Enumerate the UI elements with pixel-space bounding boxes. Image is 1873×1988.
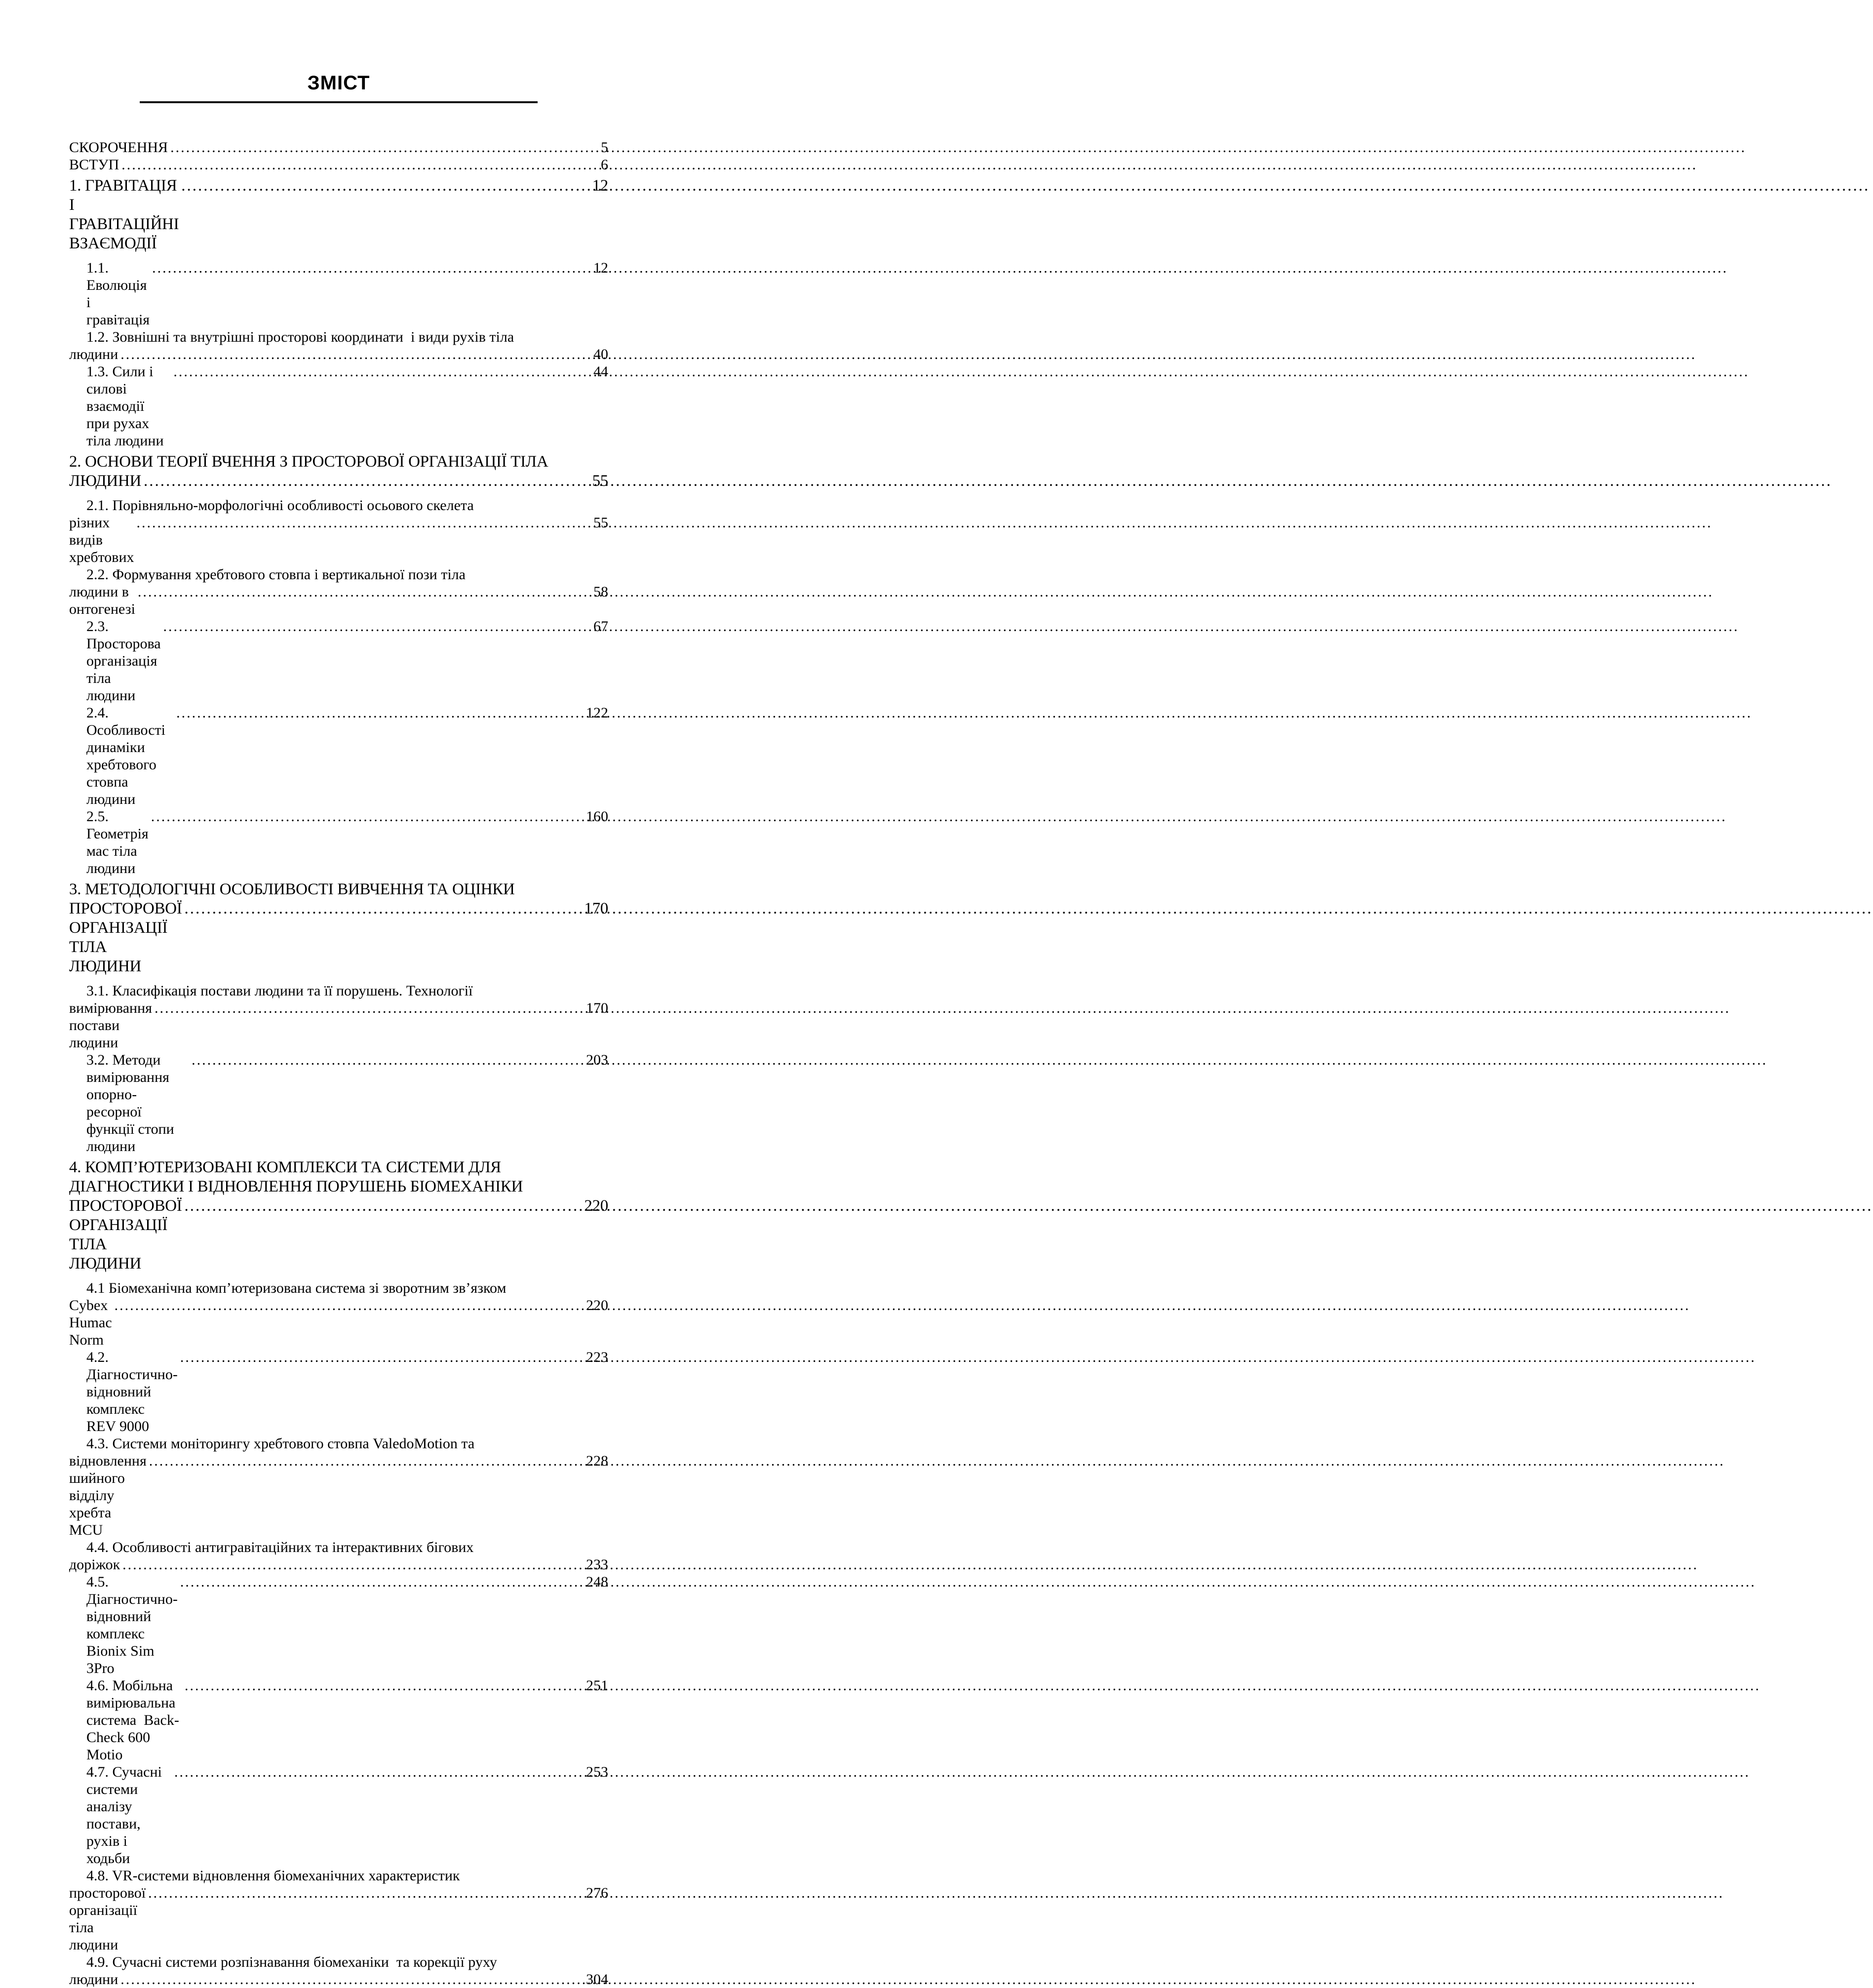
dot-leader xyxy=(163,618,590,635)
page-number: 233 xyxy=(586,1556,608,1573)
page-number: 55 xyxy=(592,472,608,490)
toc-entry-line xyxy=(69,1539,608,1556)
dot-leader xyxy=(173,363,590,380)
page-number: 251 xyxy=(586,1677,608,1694)
page-number: 44 xyxy=(593,363,608,380)
dot-leader xyxy=(120,346,590,363)
toc-entry xyxy=(69,452,608,491)
toc-entry-line xyxy=(69,156,608,173)
toc-entry-text: 1.1. Еволюція і гравітація xyxy=(86,260,151,328)
toc-entry-line xyxy=(69,1971,608,1988)
toc-entry-text: 3.1. Класифікація постави людини та її порушень. Технології xyxy=(86,983,473,999)
dot-leader xyxy=(120,1971,583,1988)
toc-entry-line xyxy=(69,999,608,1051)
toc-entry-line xyxy=(69,472,608,491)
page-number: 5 xyxy=(601,139,608,156)
dot-leader xyxy=(155,999,583,1017)
toc-entry xyxy=(69,1051,608,1155)
toc-entry-line xyxy=(69,982,608,999)
toc-entry-line xyxy=(69,583,608,618)
toc-entry xyxy=(69,497,608,566)
toc-entry-text: 4.3. Системи моніторингу хребтового стовпа ValedoMotion та xyxy=(86,1435,475,1452)
toc-entry-line xyxy=(69,497,608,514)
toc-entry xyxy=(69,618,608,704)
toc-entry-text: 4. КОМП’ЮТЕРИЗОВАНІ КОМПЛЕКСИ ТА СИСТЕМИ ДЛЯ xyxy=(69,1158,501,1176)
page-number: 67 xyxy=(593,618,608,635)
toc-entry-line xyxy=(69,176,608,253)
toc-entry-line xyxy=(69,1884,608,1953)
toc-entry-line xyxy=(69,514,608,566)
toc-entry xyxy=(69,1677,608,1763)
toc-entry-text: ВСТУП xyxy=(69,157,119,173)
page-number: 276 xyxy=(586,1885,608,1901)
page-number: 122 xyxy=(586,705,608,721)
toc-entry xyxy=(69,1349,608,1435)
title-underline xyxy=(140,101,538,103)
toc-entry-line xyxy=(69,328,608,346)
toc-list xyxy=(69,139,608,1988)
toc-entry-line xyxy=(69,704,608,808)
dot-leader xyxy=(144,472,589,491)
page-number: 12 xyxy=(593,260,608,276)
toc-entry xyxy=(69,328,608,363)
toc-entry-text: 2.4. Особливості динаміки хребтового стовпа людини xyxy=(86,705,169,807)
toc-entry-text: 2.2. Формування хребтового стовпа і вертикальної пози тіла xyxy=(86,566,466,583)
toc-entry-text: 2.1. Порівняльно-морфологічні особливості осьового скелета xyxy=(86,497,474,514)
dot-leader xyxy=(180,1573,583,1590)
toc-entry-line xyxy=(69,899,608,976)
page-number: 228 xyxy=(586,1453,608,1469)
toc-entry-text: 1.3. Сили і силові взаємодії при рухах тіла людини xyxy=(86,363,164,449)
toc-entry-line xyxy=(69,808,608,877)
toc-entry xyxy=(69,1435,608,1539)
toc-entry-text: ЛЮДИНИ xyxy=(69,472,142,490)
toc-entry xyxy=(69,156,608,173)
toc-entry-text: 2.3. Просторова організація тіла людини xyxy=(86,618,165,704)
toc-entry xyxy=(69,1763,608,1867)
dot-leader xyxy=(170,139,597,156)
page-number: 40 xyxy=(593,346,608,362)
toc-entry-line xyxy=(69,452,608,472)
toc-entry-line xyxy=(69,346,608,363)
toc-entry-line xyxy=(69,880,608,899)
dot-leader xyxy=(185,1677,583,1694)
toc-entry xyxy=(69,808,608,877)
dot-leader xyxy=(148,1884,583,1902)
toc-entry-text: СКОРОЧЕННЯ xyxy=(69,139,168,156)
toc-entry xyxy=(69,1573,608,1677)
toc-entry-text: Cybex Humac Norm xyxy=(69,1297,116,1348)
page-number: 6 xyxy=(601,157,608,173)
dot-leader xyxy=(180,1349,583,1366)
toc-entry xyxy=(69,139,608,156)
page-number: 160 xyxy=(586,808,608,825)
toc-entry-text: 2. ОСНОВИ ТЕОРІЇ ВЧЕННЯ З ПРОСТОРОВОЇ ОРГАНІЗАЦІЇ ТІЛА xyxy=(69,453,548,471)
toc-entry-text: 4.9. Сучасні системи розпізнавання біомеханіки та корекції руху xyxy=(86,1954,497,1970)
page-number: 203 xyxy=(586,1052,608,1068)
toc-entry-line xyxy=(69,1677,608,1763)
toc-entry-line xyxy=(69,1867,608,1884)
toc-entry-line xyxy=(69,1435,608,1452)
dot-leader xyxy=(152,259,590,277)
toc-entry-line xyxy=(69,1177,608,1196)
toc-entry-text: 2.5. Геометрія мас тіла людини xyxy=(86,808,153,876)
toc-entry-text: 4.4. Особливості антигравітаційних та інтерактивних бігових xyxy=(86,1539,474,1555)
toc-page xyxy=(0,0,661,1988)
toc-entry xyxy=(69,1867,608,1953)
toc-entry-line xyxy=(69,1158,608,1177)
page-number: 12 xyxy=(592,177,608,195)
dot-leader xyxy=(176,704,583,721)
toc-entry-line xyxy=(69,1556,608,1573)
toc-entry-text: доріжок xyxy=(69,1556,120,1573)
page-number: 253 xyxy=(586,1764,608,1780)
toc-entry-text: різних видів хребтових xyxy=(69,515,134,565)
toc-entry-text: ПРОСТОРОВОЇ ОРГАНІЗАЦІЇ ТІЛА ЛЮДИНИ xyxy=(69,1197,186,1272)
toc-entry-line xyxy=(69,1452,608,1539)
toc-entry-text: просторової організації тіла людини xyxy=(69,1885,150,1953)
toc-entry xyxy=(69,176,608,253)
toc-entry xyxy=(69,1953,608,1988)
toc-entry xyxy=(69,880,608,976)
toc-entry-text: ДІАГНОСТИКИ І ВІДНОВЛЕННЯ ПОРУШЕНЬ БІОМЕХАНІКИ xyxy=(69,1178,523,1195)
toc-entry-text: 4.1 Біомеханічна комп’ютеризована система зі зворотним зв’язком xyxy=(86,1280,507,1296)
page-number: 304 xyxy=(586,1971,608,1988)
toc-entry-line xyxy=(69,1196,608,1273)
page-number: 248 xyxy=(586,1574,608,1590)
toc-entry xyxy=(69,1279,608,1349)
toc-entry-text: людини xyxy=(69,346,118,362)
toc-entry-line xyxy=(69,618,608,704)
toc-entry-text: 4.8. VR-системи відновлення біомеханічних характеристик xyxy=(86,1868,460,1884)
toc-entry-text: 4.5. Діагностично-відновний комплекс Bionix Sim 3Pro xyxy=(86,1574,178,1676)
dot-leader xyxy=(122,1556,583,1573)
dot-leader xyxy=(185,899,581,918)
page-title: ЗМІСТ xyxy=(307,72,370,94)
toc-entry-text: 4.2. Діагностично-відновний комплекс REV 9000 xyxy=(86,1349,178,1434)
toc-entry-text: людини xyxy=(69,1971,118,1988)
page-number: 220 xyxy=(586,1297,608,1313)
dot-leader xyxy=(185,1196,581,1216)
toc-entry xyxy=(69,566,608,618)
toc-entry-line xyxy=(69,139,608,156)
toc-entry-text: 3. МЕТОДОЛОГІЧНІ ОСОБЛИВОСТІ ВИВЧЕННЯ ТА ОЦІНКИ xyxy=(69,880,515,898)
dot-leader xyxy=(149,1452,583,1470)
page-number: 223 xyxy=(586,1349,608,1365)
toc-entry-text: людини в онтогенезі xyxy=(69,584,135,617)
toc-entry-text: 1.2. Зовнішні та внутрішні просторові координати і види рухів тіла xyxy=(86,329,514,345)
dot-leader xyxy=(181,176,588,196)
toc-entry-text: 3.2. Методи вимірювання опорно-ресорної функції стопи людини xyxy=(86,1052,178,1154)
toc-entry-text: ПРОСТОРОВОЇ ОРГАНІЗАЦІЇ ТІЛА ЛЮДИНИ xyxy=(69,900,186,975)
toc-entry-line xyxy=(69,1763,608,1867)
toc-entry xyxy=(69,982,608,1051)
page-number: 220 xyxy=(584,1197,608,1215)
toc-entry-line xyxy=(69,1349,608,1435)
dot-leader xyxy=(138,583,590,600)
toc-entry-line xyxy=(69,1953,608,1971)
dot-leader xyxy=(137,514,590,531)
page-number: 170 xyxy=(584,900,608,917)
page-number: 58 xyxy=(593,584,608,600)
dot-leader xyxy=(151,808,583,825)
toc-entry-line xyxy=(69,1573,608,1677)
toc-entry-line xyxy=(69,1051,608,1155)
dot-leader xyxy=(115,1297,583,1314)
toc-entry-line xyxy=(69,363,608,449)
toc-entry-text: 4.7. Сучасні системи аналізу постави, рухів і ходьби xyxy=(86,1764,166,1867)
toc-entry-text: 1. ГРАВІТАЦІЯ І ГРАВІТАЦІЙНІ ВЗАЄМОДІЇ xyxy=(69,177,183,252)
toc-entry-line xyxy=(69,566,608,583)
dot-leader xyxy=(174,1763,583,1781)
dot-leader xyxy=(121,156,597,173)
toc-entry xyxy=(69,704,608,808)
page-number: 170 xyxy=(586,1000,608,1016)
toc-entry-line xyxy=(69,1279,608,1297)
toc-entry-line xyxy=(69,259,608,328)
toc-entry-line xyxy=(69,1297,608,1349)
toc-entry xyxy=(69,363,608,449)
toc-entry-text: вимірювання постави людини xyxy=(69,1000,156,1051)
page-number: 55 xyxy=(593,515,608,531)
toc-entry-text: 4.6. Мобільна вимірювальна система Back-Check 600 Motio xyxy=(86,1677,179,1763)
dot-leader xyxy=(192,1051,583,1069)
toc-entry xyxy=(69,1539,608,1573)
toc-entry xyxy=(69,259,608,328)
toc-entry-text: відновлення шийного відділу хребта MCU xyxy=(69,1453,151,1538)
toc-entry xyxy=(69,1158,608,1273)
